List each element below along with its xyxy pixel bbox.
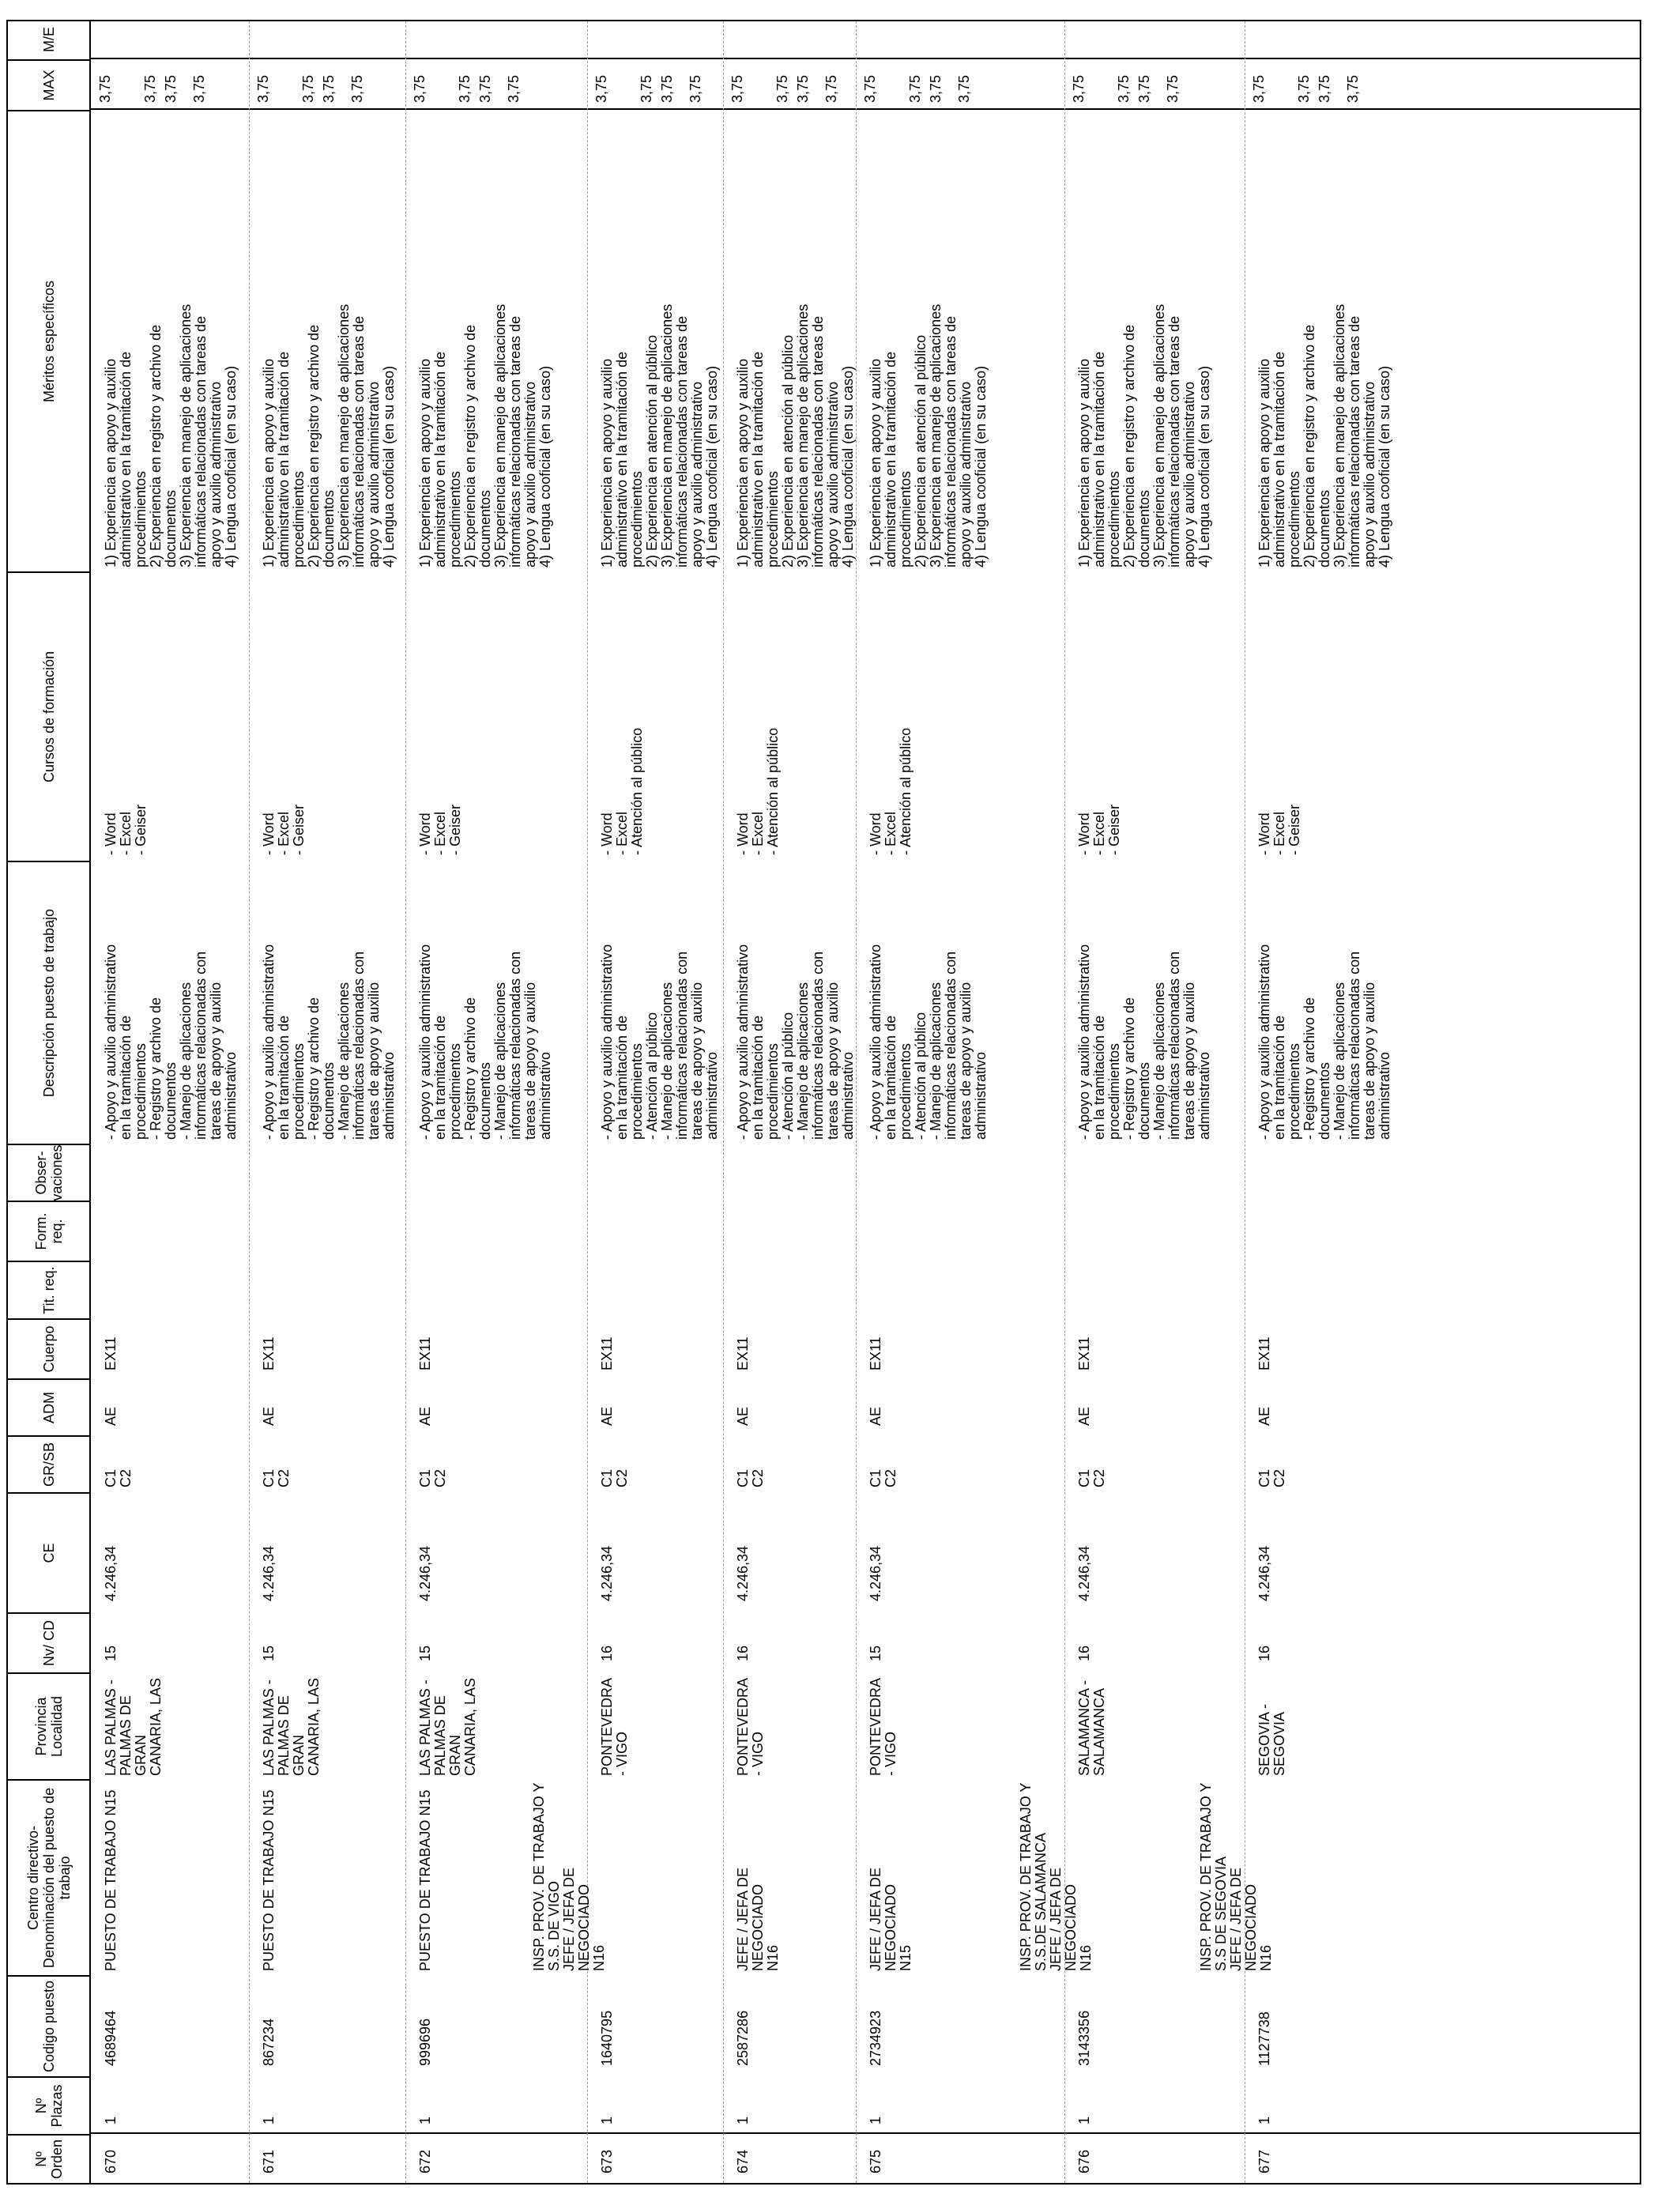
provincia-localidad: LAS PALMAS - PALMAS DE GRAN CANARIA, LAS (103, 1677, 164, 1776)
nivel-cd: 15 (417, 1645, 433, 1661)
max-score: 3,75 (928, 74, 944, 103)
max-score: 3,75 (505, 74, 522, 103)
table-row (531, 21, 723, 2183)
descripcion-puesto: - Apoyo y auxilio administrativo en la tramitación de procedimientos - Atención al público - Manejo de aplicaciones informáticas relacionadas con tareas de apoyo y auxilio administrativo (735, 944, 856, 1140)
grupo-subgrupo: C1 C2 (1076, 1468, 1107, 1487)
codigo-puesto: 2734923 (868, 2010, 883, 2066)
nivel-cd: 15 (868, 1645, 883, 1661)
cuerpo: EX11 (868, 1336, 883, 1370)
order-number: 672 (417, 2149, 433, 2173)
centro-directivo: PUESTO DE TRABAJO N15 (417, 1789, 433, 1971)
meritos-especificos: 1) Experiencia en apoyo y auxilio administrativo en la tramitación de procedimientos 2) Experiencia en registro y archivo de documentos 3) Experiencia en manejo de aplicaciones informáticas relacionadas con tareas de apoyo y auxilio administrativo 4) Lengua cooficial (en su caso) (1076, 303, 1212, 567)
max-score: 3,75 (955, 74, 972, 103)
header-centro: Centro directivo- Denominación del puesto de trabajo (8, 1779, 89, 1975)
meritos-especificos: 1) Experiencia en apoyo y auxilio administrativo en la tramitación de procedimientos 2) Experiencia en registro y archivo de documentos 3) Experiencia en manejo de aplicaciones informáticas relacionadas con tareas de apoyo y auxilio administrativo 4) Lengua cooficial (en su caso) (103, 303, 239, 567)
administracion: AE (599, 1406, 615, 1426)
header-codigo: Codigo puesto (8, 1975, 89, 2076)
cuerpo: EX11 (735, 1336, 751, 1370)
complemento-especifico: 4.246,34 (599, 1545, 615, 1601)
max-score: 3,75 (142, 74, 158, 103)
header-gr-sb: GR/SB (8, 1435, 89, 1492)
max-score: 3,75 (411, 74, 428, 103)
table-body (91, 20, 1641, 2185)
max-score: 3,75 (477, 74, 494, 103)
administracion: AE (735, 1406, 751, 1426)
nivel-cd: 16 (1256, 1645, 1272, 1661)
max-score: 3,75 (190, 74, 207, 103)
order-number: 674 (735, 2149, 751, 2173)
max-score: 3,75 (907, 74, 923, 103)
max-score: 3,75 (1116, 74, 1132, 103)
administracion: AE (261, 1406, 277, 1426)
max-score: 3,75 (823, 74, 839, 103)
cuerpo: EX11 (1256, 1336, 1272, 1370)
centro-directivo: JEFE / JEFA DE NEGOCIADO N16 (735, 1867, 781, 1971)
plazas-count: 1 (417, 2116, 433, 2124)
max-score: 3,75 (593, 74, 609, 103)
max-score: 3,75 (1296, 74, 1312, 103)
cuerpo: EX11 (1076, 1336, 1092, 1370)
max-score: 3,75 (1344, 74, 1361, 103)
max-score: 3,75 (457, 74, 473, 103)
cursos-formacion: - Word - Excel - Geiser (1256, 804, 1302, 855)
complemento-especifico: 4.246,34 (868, 1545, 883, 1601)
nivel-cd: 15 (261, 1645, 277, 1661)
grupo-subgrupo: C1 C2 (868, 1468, 898, 1487)
max-score: 3,75 (1164, 74, 1181, 103)
complemento-especifico: 4.246,34 (417, 1545, 433, 1601)
grupo-subgrupo: C1 C2 (735, 1468, 766, 1487)
header-descripcion: Descripción puesto de trabajo (8, 861, 89, 1144)
max-score: 3,75 (321, 74, 337, 103)
codigo-puesto: 1127738 (1256, 2011, 1272, 2066)
plazas-count: 1 (1076, 2116, 1092, 2124)
header-tit-req: Tit. req. (8, 1261, 89, 1318)
provincia-localidad: PONTEVEDRA - VIGO (735, 1677, 766, 1776)
codigo-puesto: 867234 (261, 2018, 277, 2066)
nivel-cd: 15 (103, 1645, 119, 1661)
plazas-count: 1 (261, 2116, 277, 2124)
table-header (6, 20, 91, 2185)
max-score: 3,75 (1317, 74, 1333, 103)
meritos-especificos: 1) Experiencia en apoyo y auxilio administrativo en la tramitación de procedimientos 2) Experiencia en registro y archivo de documentos 3) Experiencia en manejo de aplicaciones informáticas relacionadas con tareas de apoyo y auxilio administrativo 4) Lengua cooficial (en su caso) (261, 303, 397, 567)
max-score: 3,75 (687, 74, 703, 103)
administracion: AE (868, 1406, 883, 1426)
max-score: 3,75 (638, 74, 654, 103)
complemento-especifico: 4.246,34 (735, 1545, 751, 1601)
order-number: 671 (261, 2149, 277, 2173)
order-number: 676 (1076, 2149, 1092, 2173)
provincia-localidad: LAS PALMAS - PALMAS DE GRAN CANARIA, LAS (261, 1677, 322, 1776)
max-score: 3,75 (96, 74, 113, 103)
complemento-especifico: 4.246,34 (1256, 1545, 1272, 1601)
meritos-especificos: 1) Experiencia en apoyo y auxilio administrativo en la tramitación de procedimientos 2) Experiencia en registro y archivo de documentos 3) Experiencia en manejo de aplicaciones informáticas relacionadas con tareas de apoyo y auxilio administrativo 4) Lengua cooficial (en su caso) (1256, 303, 1392, 567)
header-n-plazas: Nº Plazas (8, 2076, 89, 2134)
cuerpo: EX11 (599, 1336, 615, 1370)
grupo-subgrupo: C1 C2 (417, 1468, 448, 1487)
cursos-formacion: - Word - Excel - Atención al público (868, 727, 913, 855)
meritos-especificos: 1) Experiencia en apoyo y auxilio administrativo en la tramitación de procedimientos 2) Experiencia en registro y archivo de documentos 3) Experiencia en manejo de aplicaciones informáticas relacionadas con tareas de apoyo y auxilio administrativo 4) Lengua cooficial (en su caso) (417, 303, 553, 567)
centro-directivo: JEFE / JEFA DE NEGOCIADO N15 (868, 1867, 913, 1971)
header-form-req: Form. req. (8, 1201, 89, 1261)
cursos-formacion: - Word - Excel - Atención al público (599, 727, 645, 855)
descripcion-puesto: - Apoyo y auxilio administrativo en la tramitación de procedimientos - Registro y archivo de documentos - Manejo de aplicaciones informáticas relacionadas con tareas de apoyo y auxilio administrativo (1256, 944, 1392, 1140)
administracion: AE (103, 1406, 119, 1426)
codigo-puesto: 999696 (417, 2018, 433, 2066)
centro-directivo: INSP. PROV. DE TRABAJO Y S.S.DE SALAMANCA JEFE / JEFA DE NEGOCIADO N16 (1018, 1782, 1094, 1971)
centro-directivo: PUESTO DE TRABAJO N15 (261, 1789, 277, 1971)
header-adm: ADM (8, 1378, 89, 1435)
grupo-subgrupo: C1 C2 (599, 1468, 630, 1487)
codigo-puesto: 1640795 (599, 2010, 615, 2066)
descripcion-puesto: - Apoyo y auxilio administrativo en la tramitación de procedimientos - Registro y archivo de documentos - Manejo de aplicaciones informáticas relacionadas con tareas de apoyo y auxilio administrativo (417, 944, 553, 1140)
cuerpo: EX11 (417, 1336, 433, 1370)
order-number: 673 (599, 2149, 615, 2173)
grupo-subgrupo: C1 C2 (261, 1468, 292, 1487)
max-score: 3,75 (163, 74, 179, 103)
header-ce: CE (8, 1492, 89, 1612)
administracion: AE (417, 1406, 433, 1426)
max-score: 3,75 (254, 74, 271, 103)
max-score: 3,75 (861, 74, 878, 103)
centro-directivo: INSP. PROV. DE TRABAJO Y S.S DE SEGOVIA JEFE / JEFA DE NEGOCIADO N16 (1198, 1782, 1274, 1971)
plazas-count: 1 (1256, 2116, 1272, 2124)
descripcion-puesto: - Apoyo y auxilio administrativo en la tramitación de procedimientos - Atención al público - Manejo de aplicaciones informáticas relacionadas con tareas de apoyo y auxilio administrativo (868, 944, 989, 1140)
header-meritos: Méritos específicos (8, 110, 89, 571)
header-nv-cd: Nv/ CD (8, 1612, 89, 1672)
order-number: 675 (868, 2149, 883, 2173)
cuerpo: EX11 (103, 1336, 119, 1370)
table-row (723, 21, 856, 2183)
complemento-especifico: 4.246,34 (1076, 1545, 1092, 1601)
max-score: 3,75 (1136, 74, 1153, 103)
grupo-subgrupo: C1 C2 (103, 1468, 134, 1487)
codigo-puesto: 2587286 (735, 2010, 751, 2066)
max-score: 3,75 (659, 74, 676, 103)
complemento-especifico: 4.246,34 (103, 1545, 119, 1601)
nivel-cd: 16 (735, 1645, 751, 1661)
cursos-formacion: - Word - Excel - Geiser (103, 804, 149, 855)
complemento-especifico: 4.246,34 (261, 1545, 277, 1601)
meritos-especificos: 1) Experiencia en apoyo y auxilio administrativo en la tramitación de procedimientos 2) Experiencia en atención al público 3) Experiencia en manejo de aplicaciones informáticas relacionadas con tareas de apoyo y auxilio administrativo 4) Lengua cooficial (en su caso) (868, 303, 989, 567)
max-score: 3,75 (300, 74, 316, 103)
centro-directivo: PUESTO DE TRABAJO N15 (103, 1789, 119, 1971)
max-score: 3,75 (774, 74, 790, 103)
table-row (91, 21, 249, 2183)
order-number: 670 (103, 2149, 119, 2173)
table-row (249, 21, 405, 2183)
cuerpo: EX11 (261, 1336, 277, 1370)
plazas-count: 1 (735, 2116, 751, 2124)
max-score: 3,75 (1250, 74, 1267, 103)
cursos-formacion: - Word - Excel - Atención al público (735, 727, 781, 855)
nivel-cd: 16 (1076, 1645, 1092, 1661)
codigo-puesto: 4689464 (103, 2010, 119, 2066)
nivel-cd: 16 (599, 1645, 615, 1661)
table-row (1198, 21, 1641, 2183)
cursos-formacion: - Word - Excel - Geiser (417, 804, 463, 855)
cursos-formacion: - Word - Excel - Geiser (1076, 804, 1122, 855)
header-observaciones: Obser- vaciones (8, 1144, 89, 1201)
provincia-localidad: PONTEVEDRA - VIGO (599, 1677, 630, 1776)
descripcion-puesto: - Apoyo y auxilio administrativo en la tramitación de procedimientos - Registro y archivo de documentos - Manejo de aplicaciones informáticas relacionadas con tareas de apoyo y auxilio administrativo (261, 944, 397, 1140)
header-n-orden: Nº Orden (8, 2134, 89, 2183)
provincia-localidad: SALAMANCA - SALAMANCA (1076, 1679, 1107, 1776)
plazas-count: 1 (868, 2116, 883, 2124)
meritos-especificos: 1) Experiencia en apoyo y auxilio administrativo en la tramitación de procedimientos 2) Experiencia en atención al público 3) Experiencia en manejo de aplicaciones informáticas relacionadas con tareas de apoyo y auxilio administrativo 4) Lengua cooficial (en su caso) (599, 303, 720, 567)
descripcion-puesto: - Apoyo y auxilio administrativo en la tramitación de procedimientos - Registro y archivo de documentos - Manejo de aplicaciones informáticas relacionadas con tareas de apoyo y auxilio administrativo (103, 944, 239, 1140)
max-score: 3,75 (348, 74, 365, 103)
meritos-especificos: 1) Experiencia en apoyo y auxilio administrativo en la tramitación de procedimientos 2) Experiencia en atención al público 3) Experiencia en manejo de aplicaciones informáticas relacionadas con tareas de apoyo y auxilio administrativo 4) Lengua cooficial (en su caso) (735, 303, 856, 567)
header-provincia: Provincia Localidad (8, 1672, 89, 1779)
header-cursos: Cursos de formación (8, 571, 89, 861)
max-score: 3,75 (729, 74, 745, 103)
descripcion-puesto: - Apoyo y auxilio administrativo en la tramitación de procedimientos - Atención al público - Manejo de aplicaciones informáticas relacionadas con tareas de apoyo y auxilio administrativo (599, 944, 720, 1140)
descripcion-puesto: - Apoyo y auxilio administrativo en la tramitación de procedimientos - Registro y archivo de documentos - Manejo de aplicaciones informáticas relacionadas con tareas de apoyo y auxilio administrativo (1076, 944, 1212, 1140)
codigo-puesto: 3143356 (1076, 2010, 1092, 2066)
header-cuerpo: Cuerpo (8, 1318, 89, 1378)
plazas-count: 1 (103, 2116, 119, 2124)
grupo-subgrupo: C1 C2 (1256, 1468, 1287, 1487)
provincia-localidad: LAS PALMAS - PALMAS DE GRAN CANARIA, LAS (417, 1677, 478, 1776)
administracion: AE (1076, 1406, 1092, 1426)
header-max: MAX (8, 59, 89, 110)
order-number: 677 (1256, 2149, 1272, 2173)
administracion: AE (1256, 1406, 1272, 1426)
plazas-count: 1 (599, 2116, 615, 2124)
provincia-localidad: SEGOVIA - SEGOVIA (1256, 1703, 1287, 1776)
max-score: 3,75 (1070, 74, 1087, 103)
provincia-localidad: PONTEVEDRA - VIGO (868, 1677, 898, 1776)
centro-directivo: INSP. PROV. DE TRABAJO Y S.S. DE VIGO JEFE / JEFA DE NEGOCIADO N16 (531, 1782, 607, 1971)
cursos-formacion: - Word - Excel - Geiser (261, 804, 307, 855)
max-score: 3,75 (795, 74, 812, 103)
header-me: M/E (40, 27, 57, 53)
